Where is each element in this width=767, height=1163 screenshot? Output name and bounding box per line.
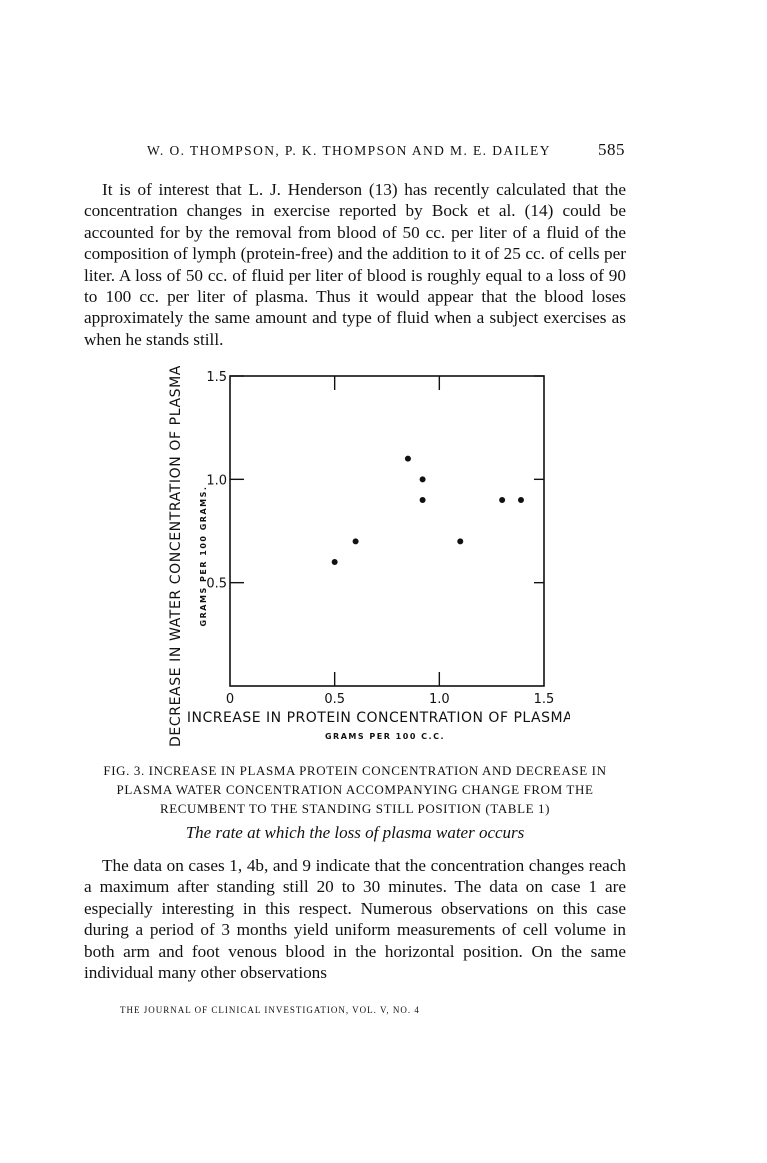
y-axis-ticks <box>230 376 544 583</box>
plot-frame <box>230 376 544 686</box>
data-point <box>420 497 426 503</box>
x-axis-label: INCREASE IN PROTEIN CONCENTRATION OF PLASMA <box>186 710 570 726</box>
plot-border <box>230 376 544 686</box>
running-head-authors: W. O. THOMPSON, P. K. THOMPSON AND M. E. DAILEY <box>147 143 551 158</box>
figure-caption: FIG. 3. INCREASE IN PLASMA PROTEIN CONCENTRATION AND DECREASE IN PLASMA WATER CONCENTRATION ACCOMPANYING CHANGE FROM THE RECUMBENT TO THE STANDING STILL POSITION (TABLE 1) <box>103 763 607 816</box>
data-point <box>518 497 524 503</box>
paragraph-2-text: The data on cases 1, 4b, and 9 indicate that the concentration changes reach a maximum after standing still 20 to 30 minutes. The data on case 1 are especially interesting in this respect. Numerous observations on this case during a period of 3 months yield uniform measurements of cell volume in both arm and foot venous blood in the horizontal position. On the same individual many other observations <box>84 856 626 983</box>
x-axis-ticks <box>335 376 440 686</box>
running-head <box>147 140 625 160</box>
body-paragraph-1 <box>84 179 626 350</box>
data-point <box>405 456 411 462</box>
data-point <box>420 476 426 482</box>
data-point <box>353 538 359 544</box>
y-tick-label: 1.5 <box>206 370 227 385</box>
scatter-chart <box>150 366 570 746</box>
body-paragraph-2 <box>84 855 626 983</box>
y-axis-units: GRAMS PER 100 GRAMS. <box>199 485 208 627</box>
paragraph-1-text: It is of interest that L. J. Henderson (13) has recently calculated that the concentration changes in exercise reported by Bock et al. (14) could be accounted for by the removal from blood of 50 cc. per liter of a fluid of the composition of lymph (protein-free) and the addition to it of 25 cc. of cells per liter. A loss of 50 cc. of fluid per liter of blood is roughly equal to a loss of 90 to 100 cc. per liter of plasma. Thus it would appear that the blood loses approximately the same amount and type of fluid when a subject exercises as when he stands still. <box>84 180 626 349</box>
y-axis-tick-labels <box>206 370 227 592</box>
x-axis-tick-labels <box>226 692 554 707</box>
x-tick-label: 0 <box>225 692 235 707</box>
figure-3 <box>150 366 570 746</box>
y-tick-label: 1.0 <box>206 473 227 489</box>
data-point <box>457 538 463 544</box>
section-heading: The rate at which the loss of plasma water occurs <box>185 823 525 842</box>
x-axis-units: GRAMS PER 100 C.C. <box>324 732 446 741</box>
x-tick-label: 0.5 <box>324 692 346 707</box>
x-tick-label: 1.0 <box>428 692 450 707</box>
page-number: 585 <box>598 140 625 159</box>
x-tick-label: 1.5 <box>533 692 555 707</box>
y-tick-label: 0.5 <box>206 576 227 592</box>
data-point <box>332 559 338 565</box>
data-point <box>499 497 505 503</box>
journal-footer: THE JOURNAL OF CLINICAL INVESTIGATION, VOL. V, NO. 4 <box>120 1005 420 1015</box>
data-points <box>332 456 524 565</box>
y-axis-label: DECREASE IN WATER CONCENTRATION OF PLASMA <box>168 366 184 746</box>
